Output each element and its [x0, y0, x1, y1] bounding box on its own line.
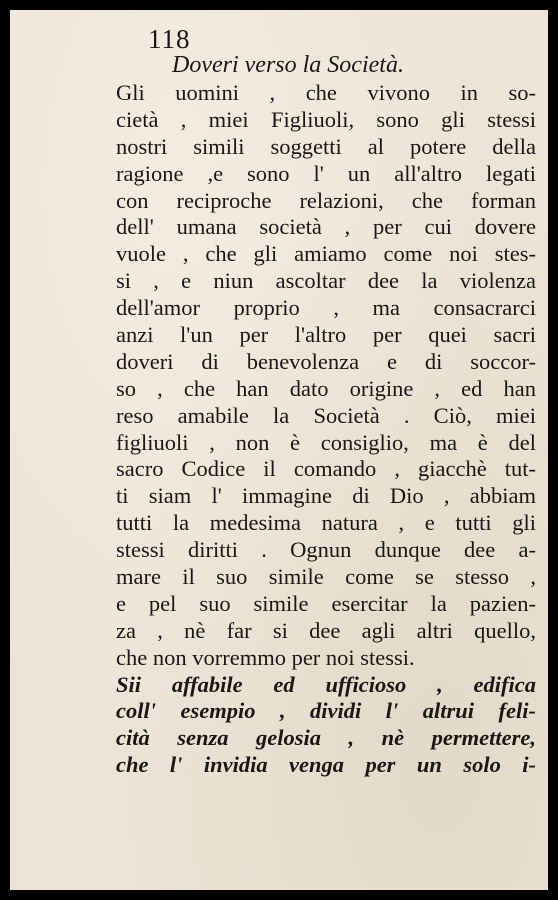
text-line: tutti la medesima natura , e tutti gli: [116, 510, 536, 536]
text-line: reso amabile la Società . Ciò, miei: [116, 402, 536, 428]
italic-text-line: Sii affabile ed ufficioso , edifica: [116, 671, 536, 697]
text-line: che non vorremmo per noi stessi.: [116, 644, 415, 670]
body-text: [116, 80, 536, 779]
text-line: so , che han dato origine , ed han: [116, 375, 536, 401]
text-line: si , e niun ascoltar dee la violenza: [116, 268, 536, 294]
text-line: za , nè far si dee agli altri quello,: [116, 617, 536, 643]
text-line: Gli uomini , che vivono in so-: [116, 80, 536, 105]
text-line: anzi l'un per l'altro per quei sacri: [116, 322, 536, 348]
text-line: doveri di benevolenza e di soccor-: [116, 348, 536, 374]
text-line: ragione ,e sono l' un all'altro legati: [116, 160, 536, 186]
text-line: mare il suo simile come se stesso ,: [116, 564, 536, 590]
text-line: cietà , miei Figliuoli, sono gli stessi: [116, 106, 536, 132]
text-line: vuole , che gli amiamo come noi stes-: [116, 241, 536, 267]
text-line: dell' umana società , per cui dovere: [116, 214, 536, 240]
text-line: ti siam l' immagine di Dio , abbiam: [116, 483, 536, 509]
text-line: e pel suo simile esercitar la pazien-: [116, 590, 536, 616]
text-line: sacro Codice il comando , giacchè tut-: [116, 456, 536, 482]
text-line: con reciproche relazioni, che forman: [116, 187, 536, 213]
italic-text-line: cità senza gelosia , nè permettere,: [116, 725, 536, 751]
running-title: Doveri verso la Società.: [172, 52, 404, 78]
book-page: [10, 10, 548, 890]
italic-text-line: coll' esempio , dividi l' altrui feli-: [116, 698, 536, 724]
italic-text-line: che l' invidia venga per un solo i-: [116, 752, 536, 778]
text-line: dell'amor proprio , ma consacrarci: [116, 295, 536, 321]
text-line: nostri simili soggetti al potere della: [116, 133, 536, 159]
page-number: 118: [148, 24, 191, 54]
text-line: figliuoli , non è consiglio, ma è del: [116, 429, 536, 455]
text-line: stessi diritti . Ognun dunque dee a-: [116, 537, 536, 563]
page-header: [148, 24, 528, 82]
